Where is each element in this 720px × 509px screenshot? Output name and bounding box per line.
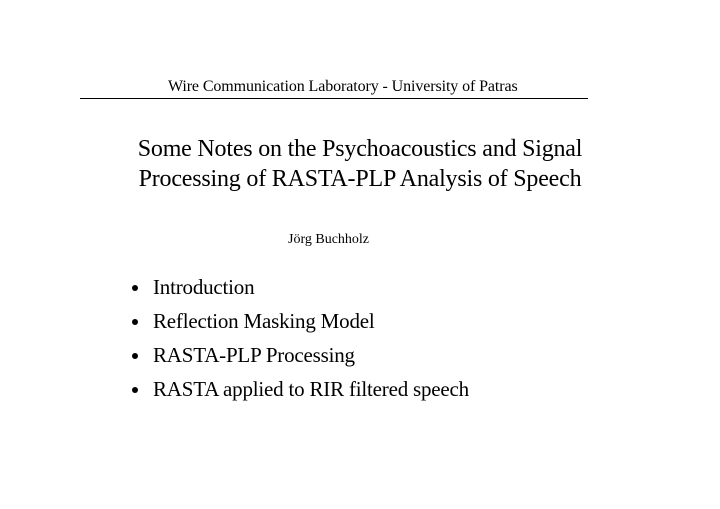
bullet-dot-icon — [132, 387, 138, 393]
bullet-label: RASTA applied to RIR filtered speech — [153, 377, 469, 401]
author-name: Jörg Buchholz — [288, 232, 370, 247]
slide-title — [80, 134, 640, 194]
bullet-label: RASTA-PLP Processing — [153, 343, 355, 367]
bullet-list — [132, 272, 469, 408]
bullet-item-rasta-plp-processing — [132, 340, 469, 374]
bullet-label: Reflection Masking Model — [153, 309, 375, 333]
title-line-2: Processing of RASTA-PLP Analysis of Speech — [138, 166, 582, 192]
bullet-dot-icon — [132, 319, 138, 325]
bullet-item-reflection-masking-model — [132, 306, 469, 340]
bullet-dot-icon — [132, 353, 138, 359]
title-line-1: Some Notes on the Psychoacoustics and Signal — [137, 136, 583, 162]
bullet-item-introduction — [132, 272, 469, 306]
header-bar — [80, 76, 588, 99]
header-text: Wire Communication Laboratory - University of Patras — [168, 78, 518, 95]
bullet-item-rasta-applied-rir — [132, 374, 469, 408]
bullet-dot-icon — [132, 285, 138, 291]
bullet-label: Introduction — [153, 275, 255, 299]
